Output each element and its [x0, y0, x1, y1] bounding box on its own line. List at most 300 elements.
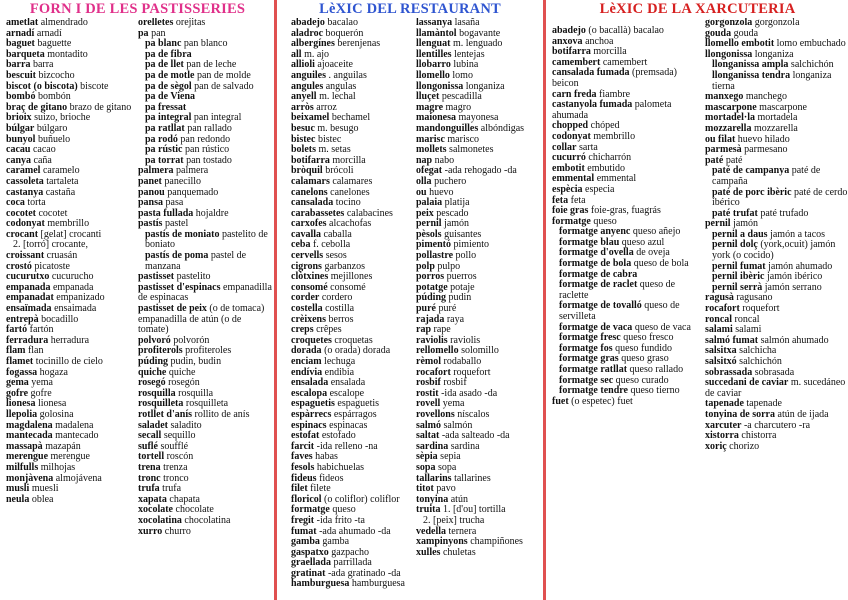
term-catalan: lassanya: [416, 18, 453, 28]
term-spanish: nabo: [434, 154, 455, 166]
term-catalan: gorgonzola: [705, 18, 753, 28]
term-spanish: suizo, brioche: [34, 112, 91, 124]
term-spanish: ajoaceite: [317, 59, 353, 71]
section-forn: [0, 0, 275, 600]
term-catalan: empanada: [6, 281, 51, 293]
term-catalan: cansalada fumada: [552, 67, 630, 79]
term-spanish: morcilla: [332, 154, 366, 166]
term-catalan: rotllet d'anís: [138, 408, 192, 420]
term-spanish: guisantes: [444, 228, 482, 240]
term-catalan: llongonissa: [416, 80, 464, 92]
term-spanish: -ida asado -da: [441, 387, 498, 399]
term-catalan: xocolatina: [138, 514, 182, 526]
term-catalan: caramel: [6, 165, 41, 177]
term-catalan: formatge de vaca: [559, 321, 633, 333]
term-catalan: gouda: [705, 27, 732, 39]
term-spanish: biscote: [80, 80, 109, 92]
term-spanish: salami: [735, 324, 762, 336]
term-spanish: potaje: [450, 281, 475, 293]
glossary-entry: [552, 68, 702, 89]
term-catalan: mantecada: [6, 430, 53, 442]
term-catalan: abadejo: [552, 26, 586, 36]
term-catalan: empanadat: [6, 292, 54, 304]
term-spanish: bocadillo: [41, 313, 79, 325]
term-spanish: flan: [27, 345, 44, 357]
term-catalan: creps: [291, 324, 314, 336]
term-spanish: caramelo: [42, 165, 80, 177]
term-catalan: entrepà: [6, 313, 39, 325]
term-spanish: empanada: [52, 281, 94, 293]
term-catalan: tapenade: [705, 398, 744, 410]
term-catalan: succedani de caviar: [705, 377, 789, 389]
term-catalan: barra: [6, 59, 31, 71]
term-spanish: tocino: [335, 197, 361, 209]
term-catalan: besuc: [291, 122, 315, 134]
term-spanish: empanizado: [56, 292, 105, 304]
term-spanish: foie-gras, fuagrás: [590, 205, 661, 217]
term-catalan: cucurró: [552, 152, 586, 164]
term-spanish: lomo: [452, 69, 473, 81]
term-spanish: soufflé: [160, 440, 189, 452]
term-spanish: 2. [torró] crocante,: [13, 239, 88, 251]
term-spanish: salchicha: [739, 345, 777, 357]
term-catalan: pernil dolç: [712, 239, 758, 251]
term-spanish: chocolatina: [184, 514, 231, 526]
term-catalan: mozzarella: [705, 122, 752, 134]
term-catalan: cucurutxo: [6, 271, 50, 283]
term-catalan: formatge ratllat: [559, 364, 628, 375]
term-catalan: pansa: [138, 197, 164, 209]
term-spanish: picatoste: [34, 260, 70, 272]
term-spanish: mejillones: [330, 271, 373, 283]
term-catalan: gema: [6, 377, 29, 389]
term-catalan: llepolia: [6, 408, 38, 420]
term-spanish: caballa: [323, 228, 352, 240]
term-catalan: carxofes: [291, 218, 327, 230]
term-spanish: bacalao: [327, 18, 358, 28]
term-catalan: salami: [705, 324, 733, 336]
term-catalan: lionesa: [6, 398, 36, 410]
term-catalan: pa de Viena: [145, 91, 196, 103]
term-spanish: huevo hilado: [737, 133, 790, 145]
term-catalan: albergínes: [291, 38, 335, 50]
term-catalan: xistorra: [705, 430, 739, 442]
term-catalan: ou: [416, 186, 427, 198]
term-catalan: rosquilleta: [138, 398, 184, 410]
term-spanish: embutido: [587, 162, 626, 174]
term-spanish: m. sucedáneo de caviar: [705, 377, 846, 399]
term-catalan: chopped: [552, 120, 589, 132]
term-spanish: lubina: [453, 59, 479, 71]
term-catalan: croquetes: [291, 334, 332, 346]
term-spanish: mozzarella: [753, 122, 798, 134]
term-catalan: flamet: [6, 356, 34, 367]
term-spanish: muesli: [31, 483, 59, 495]
term-spanish: rollito de anís: [194, 408, 250, 420]
term-catalan: mascarpone: [705, 101, 757, 113]
term-spanish: arroz: [316, 101, 337, 113]
term-catalan: calamars: [291, 175, 330, 187]
term-spanish: tapenade: [746, 398, 782, 410]
term-catalan: llomello embotit: [705, 38, 775, 50]
term-catalan: búlgar: [6, 122, 35, 134]
term-catalan: formatge de raclet: [559, 279, 638, 291]
term-spanish: quiche: [168, 366, 196, 378]
term-catalan: secall: [138, 430, 162, 442]
term-catalan: xurro: [138, 525, 163, 537]
term-spanish: jamón ibérico: [767, 271, 823, 283]
term-catalan: suflé: [138, 440, 158, 452]
term-spanish: puerros: [446, 271, 477, 283]
term-spanish: cruasán: [46, 250, 78, 262]
term-spanish: cordero: [321, 292, 353, 304]
term-spanish: habichuelas: [316, 461, 365, 473]
term-spanish: queso curado: [615, 374, 669, 386]
term-spanish: membrillo: [47, 218, 90, 230]
term-spanish: atún de ijada: [777, 408, 829, 420]
term-spanish: pulpo: [437, 260, 461, 272]
term-spanish: mascarpone: [759, 101, 807, 113]
term-spanish: m. besugo: [317, 122, 359, 134]
term-spanish: angulas: [325, 80, 357, 92]
term-catalan: paté: [705, 154, 724, 166]
term-catalan: nap: [416, 154, 433, 166]
term-catalan: formatge: [552, 215, 591, 227]
term-spanish: queso tierno: [630, 385, 680, 397]
term-spanish: salmón ahumado: [760, 334, 829, 346]
term-spanish: pastel de manzana: [145, 250, 247, 272]
term-catalan: pa rodó: [145, 133, 178, 145]
term-catalan: sobrassada: [705, 366, 753, 378]
term-catalan: magdalena: [6, 419, 53, 431]
term-catalan: embotit: [552, 162, 585, 174]
term-catalan: pa de sègol: [145, 80, 192, 92]
term-catalan: bunyol: [6, 133, 36, 145]
term-catalan: xampinyons: [416, 536, 468, 548]
term-spanish: parmesano: [744, 144, 788, 156]
glossary-entry: [705, 166, 848, 187]
term-catalan: crèixens: [291, 313, 326, 325]
term-catalan: llonganissa ampla: [712, 59, 789, 71]
glossary-entry: [705, 188, 848, 209]
term-catalan: barqueta: [6, 48, 45, 60]
term-spanish: estofado: [321, 430, 356, 442]
term-spanish: bogavante: [459, 27, 501, 39]
term-spanish: ternera: [448, 525, 477, 537]
term-catalan: trufa: [138, 483, 160, 495]
glossary-entry: [138, 251, 274, 272]
term-spanish: pan tostado: [186, 154, 232, 166]
term-catalan: parmesà: [705, 144, 742, 156]
term-spanish: espaguetis: [337, 398, 380, 410]
term-catalan: formatge gras: [559, 353, 619, 365]
term-spanish: trenza: [163, 461, 188, 473]
term-catalan: pernil: [416, 218, 442, 230]
term-catalan: peix: [416, 207, 434, 219]
term-spanish: -ada ahumado -da: [319, 525, 391, 537]
term-catalan: faves: [291, 451, 313, 463]
term-spanish: queso rallado: [629, 364, 684, 375]
term-spanish: yema: [31, 377, 53, 389]
term-spanish: pan de leche: [186, 59, 237, 71]
term-spanish: gamba: [322, 536, 350, 548]
term-spanish: queso de bola: [633, 258, 689, 270]
term-catalan: tonyina: [416, 493, 449, 505]
term-spanish: orejitas: [175, 18, 206, 28]
term-spanish: queso: [332, 504, 356, 516]
term-catalan: rosbif: [416, 377, 441, 389]
term-spanish: chorizo: [729, 440, 760, 452]
term-spanish: puchero: [434, 175, 467, 187]
glossary-entry: [6, 495, 136, 506]
term-spanish: solomillo: [461, 345, 499, 357]
term-spanish: gofre: [30, 387, 52, 399]
term-catalan: llobarro: [416, 59, 451, 71]
term-spanish: pudin: [448, 292, 472, 304]
term-spanish: raviolis: [450, 334, 481, 346]
term-spanish: parrillada: [333, 557, 372, 569]
term-catalan: llamàntol: [416, 27, 457, 39]
term-catalan: espàrrecs: [291, 408, 332, 420]
term-spanish: ensalada: [330, 377, 366, 389]
term-catalan: fogassa: [6, 366, 38, 378]
term-spanish: pan rallado: [187, 122, 232, 134]
term-spanish: brócoli: [325, 165, 354, 177]
term-catalan: cansalada: [291, 197, 334, 209]
term-spanish: espárragos: [333, 408, 377, 420]
glossary-entry: [705, 378, 848, 399]
term-spanish: especia: [585, 183, 615, 195]
term-catalan: xocolate: [138, 504, 173, 516]
term-spanish: roscón: [166, 451, 194, 463]
term-spanish: fideos: [319, 472, 344, 484]
term-spanish: cocotet: [38, 207, 68, 219]
term-spanish: rosquilleta: [185, 398, 229, 410]
term-spanish: gorgonzola: [754, 18, 800, 28]
term-catalan: manxego: [705, 91, 744, 103]
column: [291, 18, 413, 600]
term-catalan: rosquilla: [138, 387, 176, 399]
term-catalan: formatge de bola: [559, 258, 632, 270]
term-spanish: cucurucho: [51, 271, 94, 283]
term-spanish: albóndigas: [480, 122, 525, 134]
term-spanish: queso fresco: [623, 332, 674, 344]
term-spanish: (o de tomaca) empanadilla de atún (o de tomate): [138, 303, 265, 336]
term-catalan: gaspatxo: [291, 546, 329, 558]
term-spanish: huevo: [429, 186, 454, 198]
glossary-entry: [552, 397, 702, 408]
term-catalan: neula: [6, 493, 30, 505]
term-catalan: panet: [138, 175, 162, 187]
term-spanish: salmón: [443, 419, 473, 431]
term-catalan: consomé: [291, 281, 328, 293]
term-spanish: croquetas: [334, 334, 373, 346]
term-spanish: jamón a tacos: [770, 228, 826, 240]
glossary-entry: [138, 230, 274, 251]
term-catalan: escalopa: [291, 387, 328, 399]
term-catalan: beixamel: [291, 112, 330, 124]
term-catalan: formatge fos: [559, 342, 613, 354]
term-catalan: filet: [291, 483, 308, 495]
term-catalan: panou: [138, 186, 165, 198]
term-catalan: fregit: [291, 514, 315, 526]
term-spanish: jamón: [733, 218, 759, 230]
column-divider: [543, 0, 546, 600]
term-catalan: arròs: [291, 101, 314, 113]
term-spanish: costilla: [325, 303, 355, 315]
term-spanish: fiambre: [599, 88, 631, 100]
term-spanish: pescado: [436, 207, 469, 219]
term-spanish: bechamel: [331, 112, 371, 124]
term-spanish: pescadilla: [441, 91, 482, 103]
term-catalan: rovellons: [416, 408, 455, 420]
term-spanish: níscalos: [457, 408, 490, 420]
term-catalan: estofat: [291, 430, 320, 442]
term-catalan: abadejo: [291, 18, 325, 28]
term-spanish: m. lechal: [319, 91, 356, 103]
term-spanish: milhojas: [40, 461, 76, 473]
term-catalan: ferradura: [6, 334, 49, 346]
term-spanish: pan blanco: [183, 38, 228, 50]
term-catalan: pastís: [138, 218, 163, 230]
term-spanish: feta: [570, 194, 586, 206]
term-spanish: pudin, budin: [170, 356, 222, 367]
term-spanish: polvorón: [173, 334, 210, 346]
term-spanish: queso graso: [621, 353, 669, 365]
term-catalan: espinacs: [291, 419, 327, 431]
term-catalan: codonyat: [552, 130, 591, 142]
term-spanish: queso de vaca: [634, 321, 691, 333]
term-catalan: flam: [6, 345, 26, 357]
term-spanish: champiñones: [470, 536, 523, 548]
term-catalan: salsitxa: [705, 345, 737, 357]
glossary-entry: [138, 527, 274, 538]
term-catalan: fesols: [291, 461, 315, 473]
term-catalan: lluçet: [416, 91, 440, 103]
glossary-entry: [138, 304, 274, 336]
term-catalan: mandonguilles: [416, 122, 479, 134]
term-catalan: floricol: [291, 493, 322, 505]
term-catalan: foie gras: [552, 205, 589, 217]
term-spanish: pavo: [436, 483, 456, 495]
term-catalan: trena: [138, 461, 161, 473]
term-spanish: gazpacho: [331, 546, 370, 558]
term-catalan: monjàvena: [6, 472, 54, 484]
term-spanish: raya: [446, 313, 465, 325]
term-spanish: mayonesa: [458, 112, 499, 124]
term-catalan: enciam: [291, 356, 322, 367]
term-catalan: púding: [138, 356, 169, 367]
term-catalan: pollastre: [416, 250, 454, 262]
term-spanish: 1. [d'ou] tortilla: [442, 504, 506, 516]
term-catalan: llomello: [416, 69, 450, 81]
term-spanish: membrillo: [593, 130, 636, 142]
term-catalan: pernil: [705, 218, 731, 230]
term-spanish: queso añejo: [632, 226, 681, 238]
term-spanish: (o bacallà) bacalao: [588, 26, 664, 36]
term-spanish: longaniza: [754, 48, 794, 60]
term-catalan: saladet: [138, 419, 168, 431]
term-catalan: olla: [416, 175, 432, 187]
term-spanish: cacao: [32, 144, 56, 156]
glossary-entry: [705, 240, 848, 261]
term-spanish: queso de servilleta: [559, 300, 680, 323]
term-catalan: saltat: [416, 430, 440, 442]
term-catalan: llonganissa tendra: [712, 69, 791, 81]
section-restaurant: [277, 0, 543, 600]
term-catalan: pernil fumat: [712, 260, 766, 272]
term-spanish: (o orada) dorada: [324, 345, 391, 357]
term-spanish: longaniza tierna: [712, 69, 832, 92]
term-spanish: chapata: [169, 493, 200, 505]
term-spanish: berenjenas: [337, 38, 381, 50]
term-spanish: pan redondo: [180, 133, 231, 145]
term-spanish: montadito: [47, 48, 88, 60]
term-spanish: sobrasada: [754, 366, 795, 378]
term-catalan: collar: [552, 141, 577, 153]
term-spanish: morcilla: [593, 46, 627, 58]
term-catalan: ceba: [291, 239, 311, 251]
term-catalan: pa fressat: [145, 101, 187, 113]
term-catalan: costella: [291, 303, 323, 315]
term-spanish: almojávena: [55, 472, 102, 484]
term-spanish: longaniza: [465, 80, 505, 92]
term-catalan: polvoró: [138, 334, 171, 346]
term-spanish: (york,ocuit) jamón york (o cocido): [712, 239, 836, 262]
term-spanish: panquemado: [167, 186, 219, 198]
term-spanish: lasaña: [454, 18, 480, 28]
term-spanish: magro: [445, 101, 472, 113]
term-catalan: pasta fullada: [138, 207, 194, 219]
term-spanish: emmental: [596, 173, 637, 185]
term-spanish: tallarines: [454, 472, 491, 484]
term-catalan: pèsols: [416, 228, 442, 240]
term-spanish: pimiento: [453, 239, 490, 251]
term-spanish: arnadí: [36, 27, 62, 39]
term-spanish: paté trufado: [760, 207, 809, 219]
term-spanish: m. ajo: [304, 48, 330, 60]
term-spanish: oblea: [31, 493, 54, 505]
term-spanish: canelones: [330, 186, 370, 198]
term-catalan: sardina: [416, 440, 449, 452]
term-catalan: pimentó: [416, 239, 451, 251]
term-catalan: emmental: [552, 173, 595, 185]
term-catalan: xoriç: [705, 440, 727, 452]
term-catalan: formatge sec: [559, 374, 614, 386]
term-catalan: mollets: [416, 144, 447, 156]
term-catalan: bistec: [291, 133, 316, 145]
term-spanish: chicharrón: [588, 152, 632, 164]
term-spanish: tronco: [163, 472, 189, 484]
term-catalan: canya: [6, 154, 31, 166]
term-catalan: salmó: [416, 419, 441, 431]
term-spanish: m. setas: [318, 144, 351, 156]
term-spanish: camembert: [602, 56, 648, 68]
term-spanish: sequillo: [163, 430, 196, 442]
term-spanish: jamón serrano: [764, 281, 822, 293]
term-catalan: bombó: [6, 91, 36, 103]
term-catalan: sèpia: [416, 451, 438, 463]
term-spanish: -a charcutero -ra: [743, 419, 811, 431]
term-spanish: chistorra: [741, 430, 777, 442]
term-spanish: baguette: [37, 38, 72, 50]
term-catalan: palmera: [138, 165, 174, 177]
term-catalan: botifarra: [291, 154, 330, 166]
term-catalan: fideus: [291, 472, 317, 484]
term-spanish: sepia: [440, 451, 461, 463]
term-catalan: profiterols: [138, 345, 183, 357]
term-spanish: filete: [310, 483, 331, 495]
